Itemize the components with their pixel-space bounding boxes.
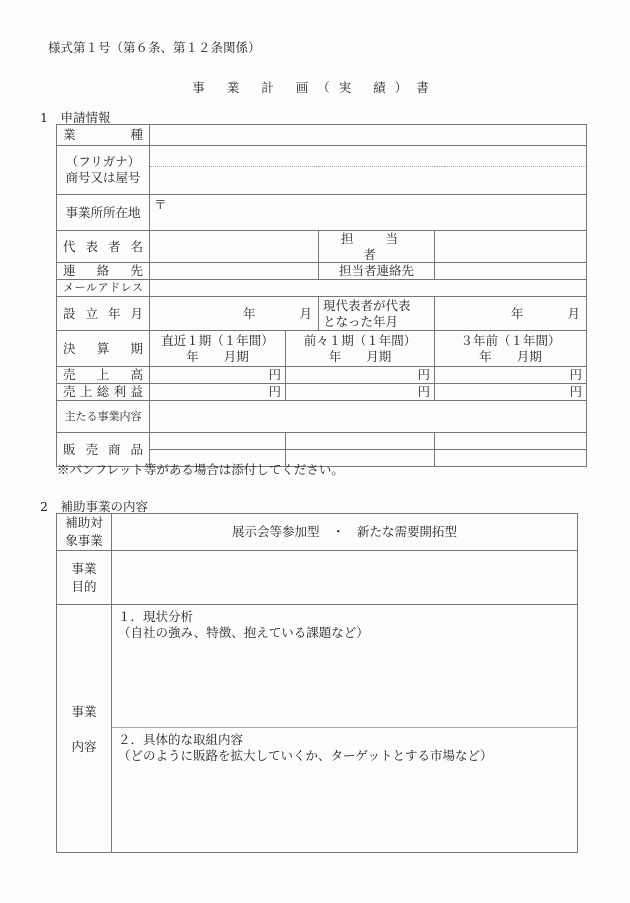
yen-unit: 円 — [417, 384, 430, 400]
label-main-business: 主たる事業内容 — [57, 401, 150, 433]
representative-field[interactable] — [150, 231, 319, 263]
furigana-field[interactable] — [150, 146, 587, 167]
fiscal-previous-ym: 年 月期 — [328, 348, 392, 364]
label-trade-name — [57, 146, 150, 195]
trade-name-field[interactable] — [150, 167, 587, 195]
specific-initiatives-title: ２．具体的な取組内容 — [118, 732, 244, 748]
person-contact-field[interactable] — [435, 263, 587, 280]
section-heading-project-content: 2 補助事業の内容 — [40, 499, 148, 514]
label-address: 事業所所在地 — [57, 195, 150, 231]
current-analysis-hint: （自社の強み、特徴、抱えている課題など） — [118, 624, 369, 640]
email-field[interactable] — [150, 280, 587, 297]
section-heading-application-info: 1 申請情報 — [40, 110, 111, 125]
pamphlet-note: ※パンフレット等がある場合は添付してください。 — [57, 462, 344, 477]
fiscal-three-years-ym: 年 月期 — [479, 348, 542, 364]
form-number: 様式第１号（第６条、第１２条関係） — [48, 40, 261, 55]
fiscal-latest-period: 直近１期（１年間） — [161, 333, 274, 349]
fiscal-three-years-period: ３年前（１年間） — [460, 333, 561, 349]
project-purpose-field[interactable] — [112, 551, 578, 605]
sales-three-years-field[interactable] — [435, 367, 587, 384]
yen-unit: 円 — [417, 367, 430, 383]
label-gross-profit: 売上総利益 — [57, 384, 150, 401]
rep-since-field[interactable] — [435, 297, 587, 331]
document-title: 事 業 計 画（実 績）書 — [192, 80, 438, 95]
label-content-line2: 内容 — [71, 738, 97, 754]
label-contact: 連 絡 先 — [57, 263, 150, 280]
label-person-contact: 担当者連絡先 — [319, 263, 435, 280]
yen-unit: 円 — [569, 384, 583, 400]
address-field[interactable] — [150, 195, 587, 231]
label-project-purpose — [57, 551, 112, 605]
label-email: メールアドレス — [57, 280, 150, 297]
fiscal-period-previous[interactable] — [286, 331, 435, 367]
person-in-charge-field[interactable] — [435, 231, 587, 263]
rep-since-month-unit: 月 — [567, 305, 581, 321]
label-purpose-line2: 目的 — [71, 578, 97, 594]
label-fiscal-period: 決 算 期 — [57, 331, 150, 367]
label-representative: 代 表 者 名 — [57, 231, 150, 263]
product-field[interactable] — [286, 433, 435, 450]
established-year-unit: 年 — [242, 305, 256, 321]
label-person-in-charge: 担 当 者 — [319, 231, 435, 263]
label-rep-since — [319, 297, 435, 331]
fiscal-latest-ym: 年 月期 — [186, 348, 249, 364]
fiscal-period-three-years[interactable] — [435, 331, 587, 367]
yen-unit: 円 — [268, 384, 281, 400]
label-content-line1: 事業 — [71, 703, 97, 719]
label-trade-name-text: 商号又は屋号 — [65, 170, 141, 185]
established-month-unit: 月 — [299, 305, 312, 321]
project-content-table — [56, 513, 578, 853]
label-products: 販 売 商 品 — [57, 433, 150, 467]
label-rep-since-line2: となった年月 — [323, 313, 399, 329]
yen-unit: 円 — [268, 367, 281, 383]
label-established: 設 立 年 月 — [57, 297, 150, 331]
industry-field[interactable] — [150, 125, 587, 146]
specific-initiatives-field[interactable] — [112, 728, 578, 853]
product-field[interactable] — [150, 433, 286, 450]
contact-field[interactable] — [150, 263, 319, 280]
fiscal-period-latest[interactable] — [150, 331, 286, 367]
sales-latest-field[interactable] — [150, 367, 286, 384]
current-analysis-field[interactable] — [112, 605, 578, 728]
gross-profit-previous-field[interactable] — [286, 384, 435, 401]
specific-initiatives-hint: （どのように販路を拡大していくか、ターゲットとする市場など） — [118, 747, 493, 763]
rep-since-year-unit: 年 — [510, 305, 524, 321]
yen-unit: 円 — [569, 367, 583, 383]
label-project-content — [57, 605, 112, 853]
fiscal-previous-period: 前々１期（１年間） — [303, 333, 417, 349]
label-sales: 売 上 高 — [57, 367, 150, 384]
label-target-line2: 象事業 — [65, 533, 103, 549]
label-rep-since-line1: 現代表者が代表 — [323, 298, 411, 314]
main-business-field[interactable] — [150, 401, 587, 433]
target-project-options[interactable]: 展示会等参加型 ・ 新たな需要開拓型 — [112, 514, 578, 551]
label-furigana: （フリガナ） — [65, 154, 141, 170]
product-field[interactable] — [435, 450, 587, 467]
label-target-line1: 補助対 — [65, 515, 103, 530]
sales-previous-field[interactable] — [286, 367, 435, 384]
label-target-project — [57, 514, 112, 551]
established-field[interactable] — [150, 297, 319, 331]
label-industry: 業 種 — [57, 125, 150, 146]
product-field[interactable] — [435, 433, 587, 450]
gross-profit-latest-field[interactable] — [150, 384, 286, 401]
application-info-table — [56, 124, 587, 467]
gross-profit-three-years-field[interactable] — [435, 384, 587, 401]
postal-mark-icon: 〒 — [154, 197, 167, 212]
current-analysis-title: １．現状分析 — [118, 609, 194, 625]
label-purpose-line1: 事業 — [71, 560, 97, 576]
